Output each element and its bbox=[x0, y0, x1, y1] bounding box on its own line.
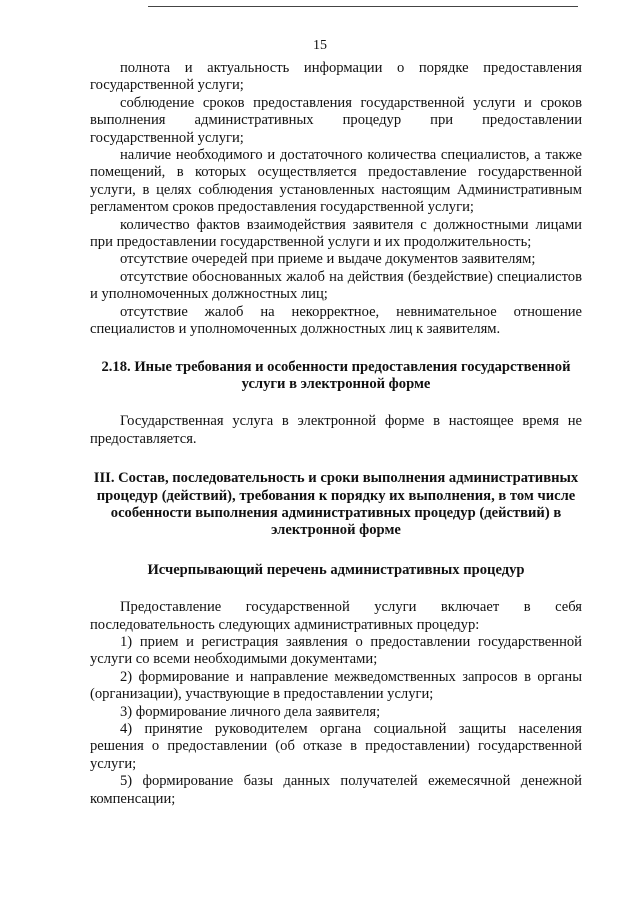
page-number: 15 bbox=[313, 38, 327, 53]
top-border-line bbox=[148, 6, 578, 7]
list-item: количество фактов взаимодействия заявителя с должностными лицами при предоставлении государственной услуги и их продолжительность; bbox=[90, 216, 582, 251]
procedures-intro: Предоставление государственной услуги включает в себя последовательность следующих административных процедур: bbox=[90, 599, 582, 633]
section-3-title: III. Состав, последовательность и сроки выполнения административных процедур (действий), требования к порядку их выполнения, в том числе особенности выполнения административных процедур (действий) в электронной форме bbox=[93, 470, 579, 539]
procedure-item: 3) формирование личного дела заявителя; bbox=[120, 703, 381, 720]
procedure-item: 1) прием и регистрация заявления о предоставлении государственной услуги со всеми необходимыми документами; bbox=[90, 633, 582, 668]
list-item: наличие необходимого и достаточного количества специалистов, а также помещений, в которых осуществляется предоставление государственной услуги, в целях соблюдения установленных настоящим Административным регламентом сроков предоставления государственной услуги; bbox=[90, 147, 582, 216]
list-item: отсутствие очередей при приеме и выдаче документов заявителям; bbox=[120, 251, 536, 268]
section-heading-2-18: 2.18. Иные требования и особенности предоставления государственной услуги в электронной форме bbox=[101, 358, 571, 392]
procedures-subheading: Исчерпывающий перечень административных процедур bbox=[147, 561, 525, 578]
procedure-item: 5) формирование базы данных получателей ежемесячной денежной компенсации; bbox=[90, 773, 582, 807]
list-item: соблюдение сроков предоставления государственной услуги и сроков выполнения административных процедур при предоставлении государственной услуги; bbox=[90, 94, 582, 146]
procedure-item: 2) формирование и направление межведомственных запросов в органы (организации), участвующие в предоставлении услуги; bbox=[90, 668, 582, 703]
list-item: отсутствие жалоб на некорректное, невнимательное отношение специалистов и уполномоченных должностных лиц к заявителям. bbox=[90, 303, 582, 338]
procedure-item: 4) принятие руководителем органа социальной защиты населения решения о предоставлении (об отказе в предоставлении) государственной услуги; bbox=[90, 721, 582, 772]
document-body bbox=[90, 60, 582, 808]
section-2-18-text: Государственная услуга в электронной форме в настоящее время не предоставляется. bbox=[90, 413, 582, 447]
list-item: полнота и актуальность информации о порядке предоставления государственной услуги; bbox=[90, 60, 582, 94]
list-item: отсутствие обоснованных жалоб на действия (бездействие) специалистов и уполномоченных должностных лиц; bbox=[90, 268, 582, 303]
